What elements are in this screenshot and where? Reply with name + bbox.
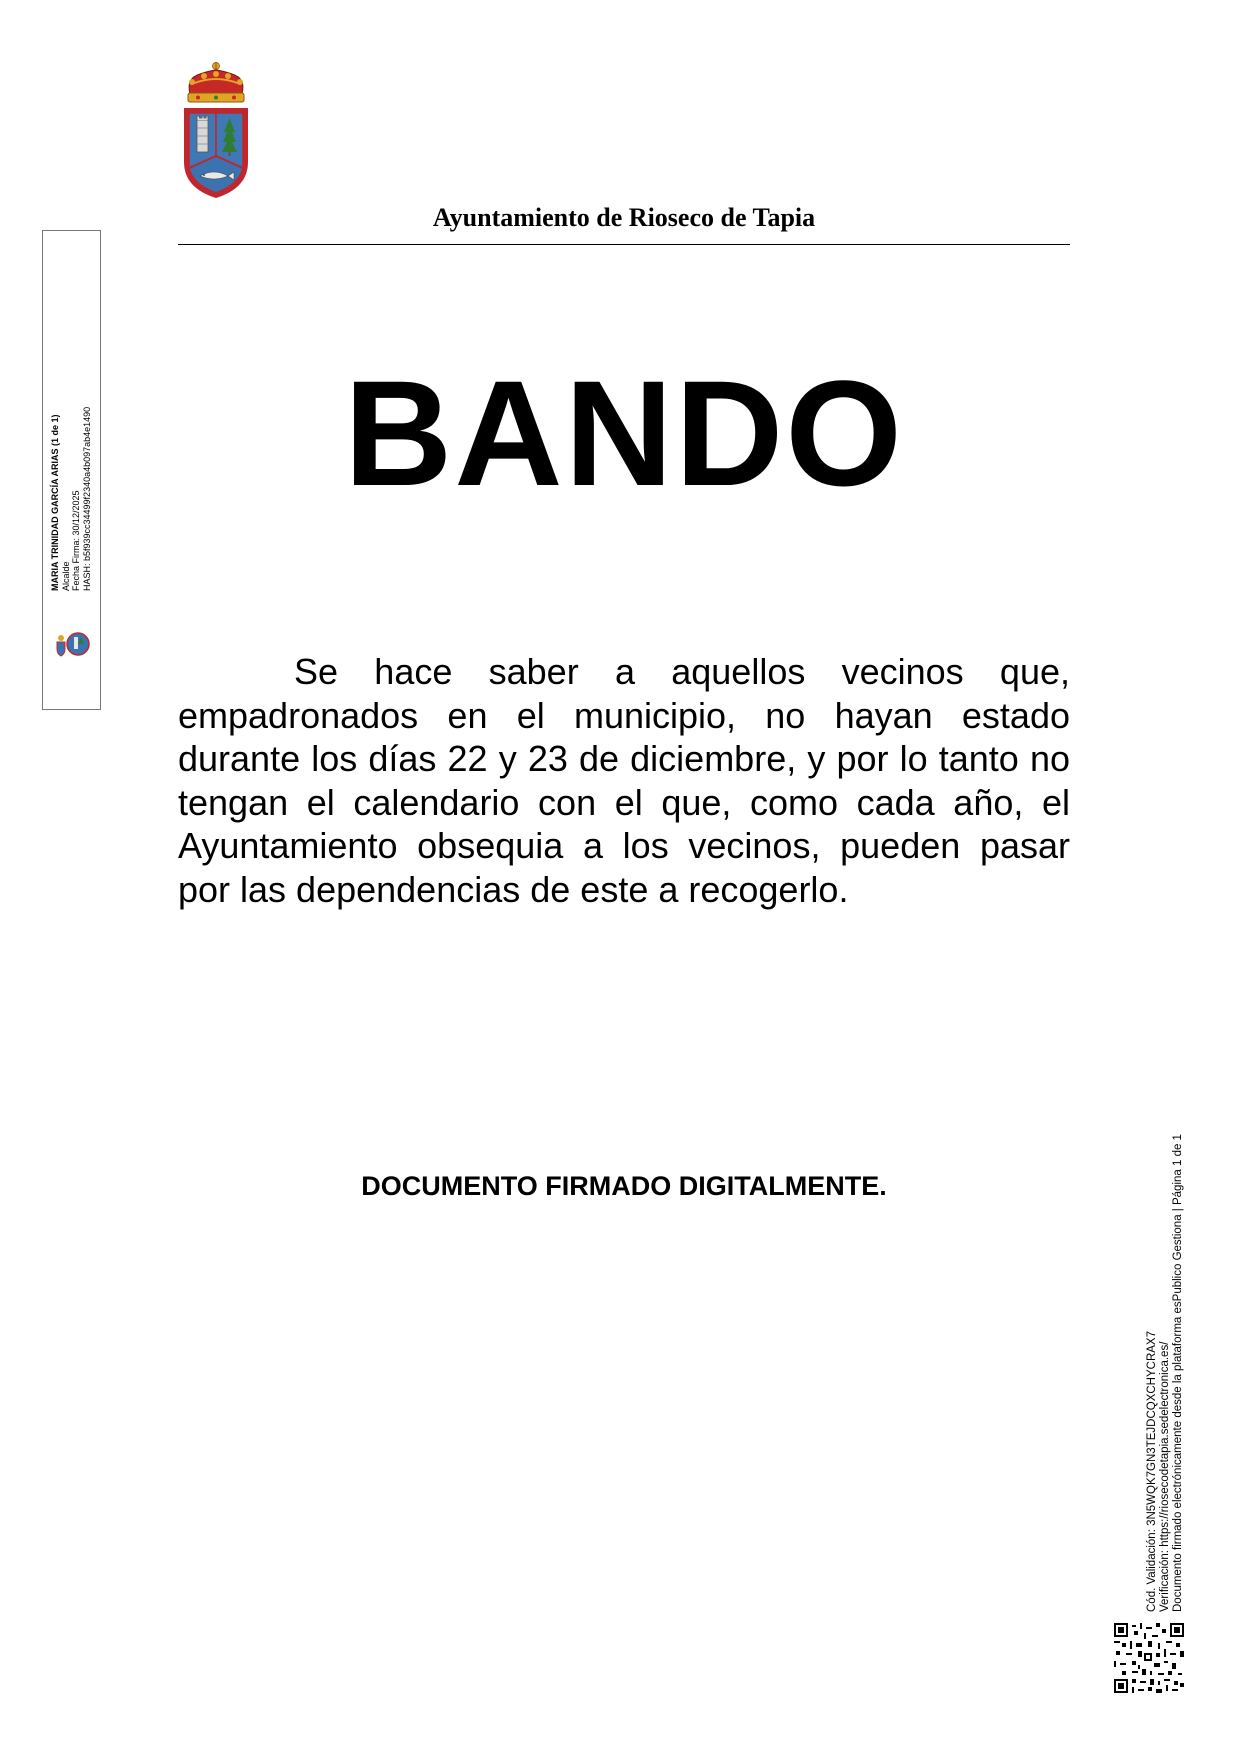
document-body: Se hace saber a aquellos vecinos que, empadronados en el municipio, no hayan estado durante los días 22 y 23 de diciembre, y por lo tanto no tengan el calendario con el que, como cada año, el Ayuntamiento obsequia a los vecinos, pueden pasar por las dependencias de este a recogerlo. — [178, 651, 1070, 910]
organization-name: Ayuntamiento de Rioseco de Tapia — [432, 203, 816, 232]
crown-icon — [188, 62, 244, 102]
signature-box — [42, 230, 101, 710]
document-heading: BANDO — [344, 349, 904, 517]
coat-of-arms-icon — [180, 60, 252, 200]
signature-hash: HASH: b5f939cc34499f2340a4b097ab4e1490 — [81, 406, 92, 591]
signature-details — [50, 361, 100, 591]
signature-date: Fecha Firma: 30/12/2025 — [71, 490, 81, 591]
shield-icon — [184, 108, 248, 198]
validation-code: Cód. Validación: 3N5WQK7GN3TEJDCQXCHYCRAX7 — [1146, 1331, 1158, 1612]
verification-info — [1146, 1092, 1186, 1612]
qr-code-icon — [1114, 1623, 1184, 1693]
signature-crest-icon — [55, 631, 91, 657]
signer-name: MARIA TRINIDAD GARCÍA ARIAS (1 de 1) — [50, 414, 60, 591]
signer-role: Alcalde — [60, 561, 71, 591]
platform-note: Documento firmado electrónicamente desde la plataforma esPublico Gestiona | Página 1 de 1 — [1172, 1134, 1184, 1612]
verification-url: Verificación: https://riosecodetapia.sedelectronica.es/ — [1159, 1341, 1171, 1612]
header-divider — [178, 244, 1070, 245]
signed-note: DOCUMENTO FIRMADO DIGITALMENTE. — [361, 1171, 887, 1201]
